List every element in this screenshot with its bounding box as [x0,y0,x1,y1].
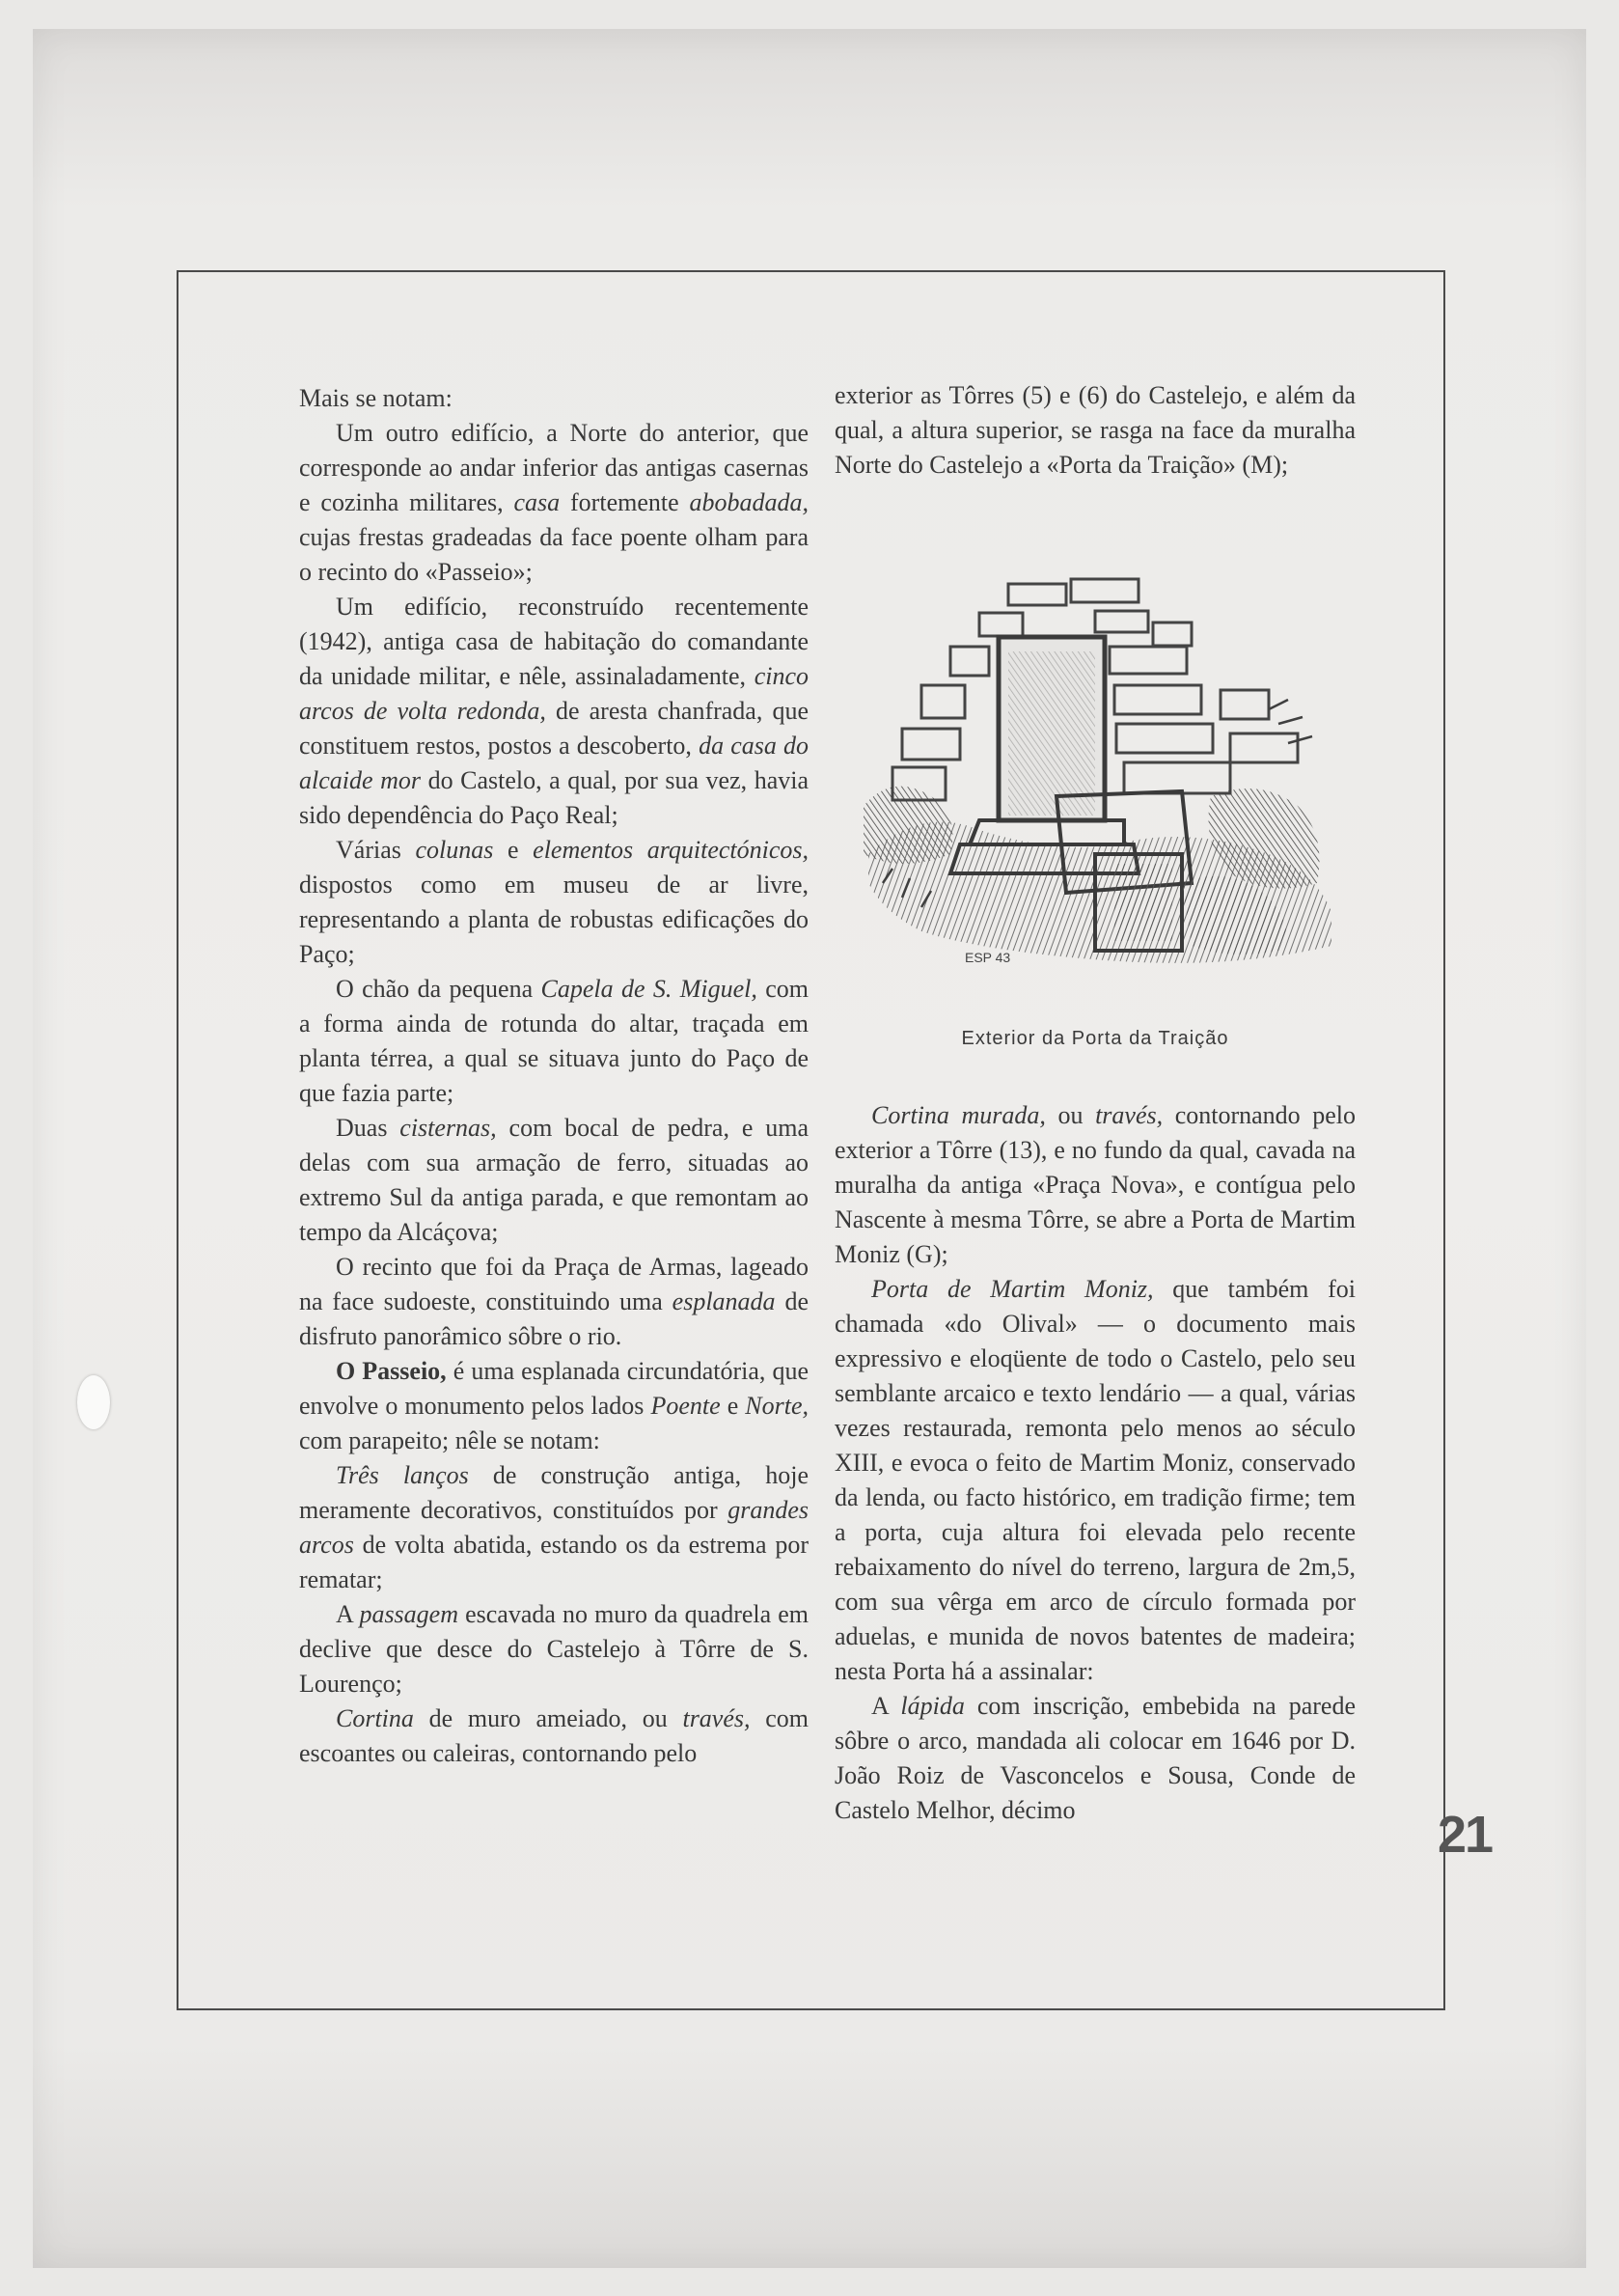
paragraph [299,416,809,590]
text-run: Duas [336,1114,400,1142]
right-text-column-bottom [835,1098,1356,1828]
text-run: com escoantes ou caleiras, contornando pelo [299,1704,809,1767]
page-number: 21 [1438,1806,1493,1864]
text-run: Três lanços [336,1461,469,1489]
text-run: A [871,1692,901,1720]
text-run: lápida [900,1692,965,1720]
text-run: través, [682,1704,751,1732]
paragraph [835,1272,1356,1689]
text-run: Um outro edifício, a Norte do anterior, que corresponde ao andar inferior das antigas casernas e cozinha militares, [299,419,809,516]
paragraph [299,1354,809,1458]
text-run: través, [1095,1101,1164,1129]
paragraph [835,378,1356,483]
text-run: de volta abatida, estando os da estrema por rematar; [299,1531,809,1593]
text-run: grandes arcos [299,1496,809,1559]
paragraph [299,381,809,416]
text-run: Cortina [336,1704,414,1732]
text-run: de aresta chanfrada, que constituem restos, postos a descoberto, [299,697,809,760]
text-run: que também foi chamada «do Olival» — o documento mais expressivo e eloqüente de todo o Castelo, pelo seu semblante arcaico e texto lendário — a qual, várias vezes restaurada, remonta pelo menos ao século XIII, e evoca o feito de Martim Moniz, conservado da lenda, ou facto histórico, em tradição firme; tem a porta, cuja altura foi elevada pelo recente rebaixamento do nível do terreno, largura de 2m,5, com sua vêrga em arco de círculo formada por aduelas, e munida de novos batentes de madeira; nesta Porta há a assinalar: [835,1275,1356,1685]
text-run: A [336,1600,360,1628]
text-run: de muro ameiado, ou [413,1704,683,1732]
paragraph [299,1111,809,1250]
text-run: com bocal de pedra, e uma delas com sua armação de ferro, situadas ao extremo Sul da antiga parada, e que remontam ao tempo da Alcáçova; [299,1114,809,1246]
text-run: escavada no muro da quadrela em declive que desce do Castelejo à Tôrre de S. Lourenço; [299,1600,810,1698]
text-run: com parapeito; nêle se notam: [299,1426,600,1454]
text-run: cujas frestas gradeadas da face poente olham para o recinto do «Passeio»; [299,523,809,586]
text-run: do Castelo, a qual, por sua vez, havia sido dependência do Paço Real; [299,766,810,829]
text-run: com a forma ainda de rotunda do altar, traçada em planta térrea, a qual se situava junto do Paço de que fazia parte; [299,975,810,1107]
paragraph [299,1250,809,1354]
paragraph [835,1689,1356,1828]
text-run: Cortina murada, [871,1101,1046,1129]
text-run: Poente [650,1392,721,1420]
right-text-column-top [835,378,1356,483]
text-run: elementos arquitectónicos, [533,836,810,864]
paragraph [299,1458,809,1597]
text-run: é uma esplanada circundatória, que envolve o monumento pelos lados [299,1357,809,1420]
text-run: O chão da pequena [336,975,541,1003]
text-run: cisternas, [399,1114,497,1142]
text-run: e [493,836,534,864]
text-run: Porta de Martim Moniz, [871,1275,1154,1303]
text-run: contornando pelo exterior a Tôrre (13), e no fundo da qual, cavada na muralha da antiga «Praça Nova», e contígua pelo Nascente à mesma Tôrre, se abre a Porta de Martim Moniz (G); [835,1101,1356,1268]
engraver-signature: ESP 43 [965,950,1011,965]
paragraph [299,590,809,833]
text-run: O Passeio, [336,1357,447,1385]
text-run: com inscrição, embebida na parede sôbre o arco, mandada ali colocar em 1646 por D. João Roiz de Vasconcelos e Sousa, Conde de Castelo Melhor, décimo [835,1692,1357,1824]
text-run: Um edifício, reconstruído recentemente (1942), antiga casa de habitação do comandante da unidade militar, e nêle, assinaladamente, [299,593,809,690]
text-run: colunas [415,836,494,864]
paragraph [299,1597,809,1701]
text-run: casa [513,488,561,516]
text-run: O recinto que foi da Praça de Armas, lageado na face sudoeste, constituindo uma [299,1253,809,1315]
text-run: esplanada [672,1287,776,1315]
text-run: Várias [336,836,416,864]
text-run: exterior as Tôrres (5) e (6) do Castelejo, e além da qual, a altura superior, se rasga na face da muralha Norte do Castelejo a «Porta da Traição» (M); [835,381,1356,479]
text-run: e [720,1392,746,1420]
text-run: dispostos como em museu de ar livre, representando a planta de robustas edificações do Paço; [299,871,809,968]
paragraph [835,1098,1356,1272]
woodcut-illustration [864,565,1336,984]
figure-caption: Exterior da Porta da Traição [961,1028,1229,1049]
punch-hole [77,1375,110,1429]
text-run: Mais se notam: [299,384,453,412]
text-run: fortemente [560,488,690,516]
porta-da-traicao-engraving [864,565,1336,984]
text-run: de construção antiga, hoje meramente decorativos, constituídos por [299,1461,810,1524]
left-text-column [299,381,809,1771]
text-run: de disfruto panorâmico sôbre o rio. [299,1287,809,1350]
text-run: abobadada, [689,488,810,516]
text-run: Capela de S. Miguel, [540,975,757,1003]
text-run: Norte, [745,1392,810,1420]
paragraph [299,833,809,972]
paragraph [299,972,809,1111]
text-run: ou [1045,1101,1096,1129]
text-run: da casa do alcaide mor [299,732,809,794]
paragraph [299,1701,809,1771]
text-run: passagem [359,1600,458,1628]
text-run: cinco arcos de volta redonda, [299,662,809,725]
